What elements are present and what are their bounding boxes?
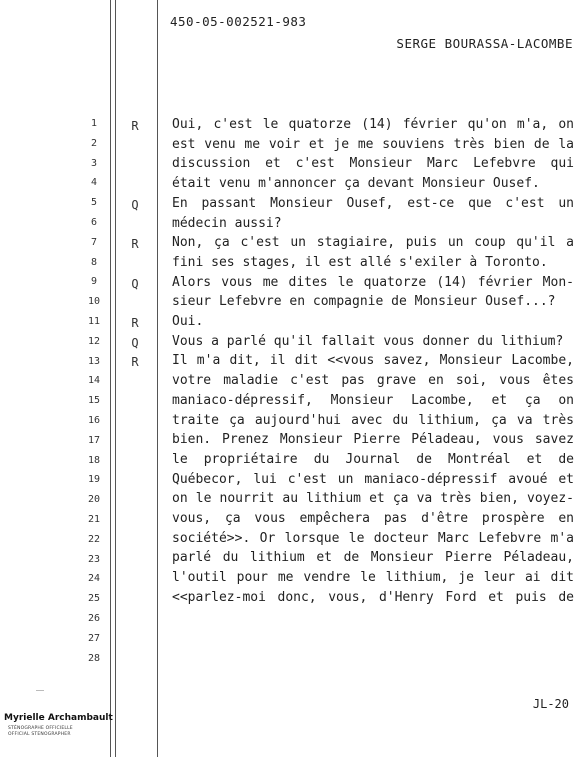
scan-mark — [36, 690, 44, 691]
witness-name: SERGE BOURASSA-LACOMBE — [396, 36, 573, 51]
margin-rule-left-1 — [110, 0, 111, 757]
line-number: 14 — [87, 375, 101, 387]
line-number: 19 — [87, 474, 101, 486]
speaker-marker: R — [131, 355, 139, 370]
transcript-line: discussion et c'est Monsieur Marc Lefebvre qui — [172, 156, 574, 172]
line-number: 7 — [90, 236, 98, 248]
line-number: 9 — [90, 276, 98, 288]
transcript-line: fini ses stages, il est allé s'exiler à Toronto. — [172, 254, 548, 270]
speaker-marker: Q — [131, 197, 139, 212]
speaker-marker: R — [131, 316, 139, 330]
transcript-line: maniaco-dépressif, Monsieur Lacombe, et ça on — [172, 392, 574, 408]
file-number: 450-05-002521-983 — [170, 14, 307, 29]
line-number: 22 — [87, 533, 101, 545]
page-reference: JL-20 — [532, 697, 569, 711]
margin-rule-left-2 — [115, 0, 116, 757]
line-number: 13 — [87, 355, 101, 367]
line-number: 23 — [87, 553, 101, 565]
line-number: 4 — [90, 177, 98, 189]
line-number: 1 — [90, 118, 98, 129]
line-number: 12 — [87, 335, 101, 347]
line-number: 25 — [87, 593, 101, 605]
line-number: 17 — [87, 434, 101, 446]
transcript-line: est venu me voir et je me souviens très bien de la — [172, 136, 574, 152]
line-number: 2 — [90, 137, 98, 149]
line-number: 15 — [87, 395, 101, 407]
line-number: 8 — [90, 256, 98, 268]
line-number: 28 — [87, 652, 101, 664]
line-number: 27 — [87, 632, 101, 644]
speaker-marker: Q — [131, 276, 139, 291]
line-number: 18 — [87, 454, 101, 466]
speaker-marker: R — [131, 119, 139, 133]
line-number: 11 — [87, 316, 101, 327]
line-number: 24 — [87, 573, 101, 585]
transcript-line: vous, ça vous empêchera pas d'être prospère en — [172, 511, 574, 526]
transcript-line: Oui, c'est le quatorze (14) février qu'on m'a, on — [172, 117, 574, 132]
line-number: 10 — [87, 296, 101, 308]
line-number: 16 — [87, 415, 101, 426]
transcript-line: sieur Lefebvre en compagnie de Monsieur Ousef...? — [172, 294, 556, 310]
transcript-line: Vous a parlé qu'il fallait vous donner du lithium? — [172, 333, 564, 349]
transcript-line: parlé du lithium et de Monsieur Pierre Péladeau, — [172, 550, 574, 566]
transcript-line: votre maladie c'est pas grave en soi, vous êtes — [172, 373, 574, 389]
transcript-line: médecin aussi? — [172, 215, 282, 231]
transcript-line: était venu m'annoncer ça devant Monsieur Ousef. — [172, 176, 540, 192]
stenographer-name: Myrielle Archambault — [4, 713, 113, 723]
line-number: 21 — [87, 514, 101, 525]
transcript-line: Oui. — [172, 314, 204, 329]
transcript-line: <<parlez-moi donc, vous, d'Henry Ford et puis de — [172, 589, 574, 605]
stenographer-title-fr: STÉNOGRAPHE OFFICIELLE — [8, 726, 73, 731]
transcript-line: on le nourrit au lithium et ça va très bien, voyez- — [172, 491, 574, 507]
transcript-line: Québecor, lui c'est un maniaco-dépressif avoué et — [172, 471, 574, 487]
transcript-line: société>>. Or lorsque le docteur Marc Lefebvre m'a — [172, 530, 574, 546]
transcript-line: En passant Monsieur Ousef, est-ce que c'est un — [172, 195, 574, 211]
speaker-marker: R — [131, 237, 139, 252]
transcript-line: bien. Prenez Monsieur Pierre Péladeau, vous savez — [172, 432, 574, 448]
transcript-line: traite ça aujourd'hui avec du lithium, ça va très — [172, 412, 574, 428]
speaker-marker: Q — [131, 335, 139, 350]
line-number: 26 — [87, 613, 101, 624]
transcript-line: Alors vous me dites le quatorze (14) février Mon- — [172, 274, 574, 290]
transcript-line: l'outil pour me vendre le lithium, je leur ai dit — [172, 570, 574, 586]
margin-rule-speaker — [157, 0, 158, 757]
transcript-line: Non, ça c'est un stagiaire, puis un coup qu'il a — [172, 235, 574, 251]
transcript-line: le propriétaire du Journal de Montréal et de — [172, 451, 574, 467]
transcript-line: Il m'a dit, il dit <<vous savez, Monsieur Lacombe, — [172, 353, 574, 369]
line-number: 3 — [90, 157, 98, 169]
line-number: 5 — [90, 197, 98, 209]
stenographer-title-en: OFFICIAL STENOGRAPHER — [8, 732, 71, 737]
line-number: 6 — [90, 217, 98, 228]
line-number: 20 — [87, 494, 101, 506]
